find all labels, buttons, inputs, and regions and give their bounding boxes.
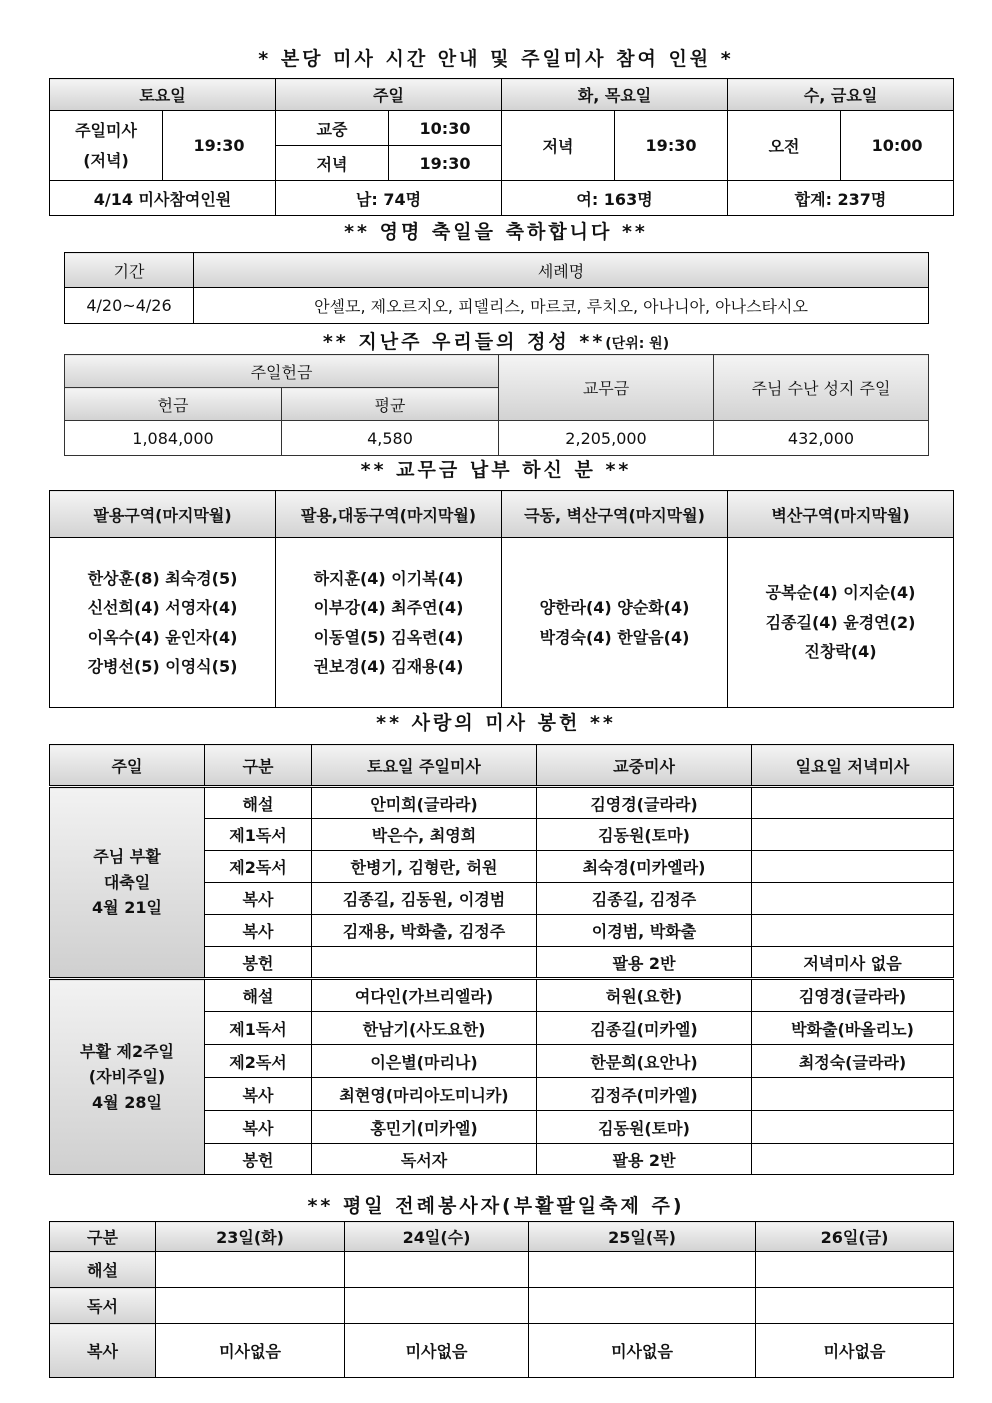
week2-role: 제1독서 (205, 1012, 312, 1045)
week2-day: 부활 제2주일 (자비주일) 4월 28일 (50, 979, 205, 1175)
weekday-header-role: 구분 (50, 1222, 156, 1252)
offering-sunday-header: 주일헌금 (65, 355, 499, 388)
dues-col-3: 양한라(4) 양순화(4) 박경숙(4) 한알음(4) (502, 538, 728, 708)
week2-cell (752, 1078, 954, 1111)
week2-cell: 최정숙(글라라) (752, 1045, 954, 1078)
week1-cell: 김종길, 김동원, 이경범 (312, 883, 537, 915)
love-title: ** 사랑의 미사 봉헌 ** (376, 712, 616, 734)
header-wed-fri: 수, 금요일 (728, 79, 954, 111)
week1-cell: 저녁미사 없음 (752, 947, 954, 979)
week1-cell: 한병기, 김형란, 허원 (312, 851, 537, 883)
love-header-main: 교중미사 (537, 745, 752, 787)
love-header-day: 주일 (50, 745, 205, 787)
offering-table (64, 354, 929, 456)
weekday-cell (345, 1252, 529, 1288)
week2-cell: 한문희(요안나) (537, 1045, 752, 1078)
weekday-cell (756, 1288, 954, 1324)
weekday-cell: 미사없음 (756, 1324, 954, 1378)
week2-role: 봉헌 (205, 1144, 312, 1175)
weekday-header-tue: 23일(화) (156, 1222, 345, 1252)
week2-cell (752, 1111, 954, 1144)
week2-cell: 김동원(토마) (537, 1111, 752, 1144)
weekday-header-thu: 25일(목) (529, 1222, 756, 1252)
dues-header-3: 극동, 벽산구역(마지막월) (502, 491, 728, 538)
week1-cell: 김재용, 박화출, 김정주 (312, 915, 537, 947)
feast-header-period: 기간 (65, 253, 194, 288)
weekday-cell (345, 1288, 529, 1324)
offering-cash-header: 헌금 (65, 388, 282, 421)
sunday-main-label: 교중 (276, 111, 389, 146)
week2-cell: 여다인(가브리엘라) (312, 979, 537, 1012)
attendance-total: 합계: 237명 (728, 181, 954, 216)
dues-col-2: 하지훈(4) 이기복(4) 이부강(4) 최주연(4) 이동열(5) 김옥련(4) 권보경(4) 김재용(4) (276, 538, 502, 708)
feast-period: 4/20~4/26 (65, 288, 194, 324)
week2-cell: 허원(요한) (537, 979, 752, 1012)
weekday-role: 해설 (50, 1252, 156, 1288)
week1-role: 복사 (205, 883, 312, 915)
sunday-main-time: 10:30 (389, 111, 502, 146)
week1-cell: 안미희(글라라) (312, 787, 537, 819)
week1-role: 제1독서 (205, 819, 312, 851)
saturday-mass-time: 19:30 (163, 111, 276, 181)
header-sunday: 주일 (276, 79, 502, 111)
feast-names: 안셀모, 제오르지오, 피델리스, 마르코, 루치오, 아나니아, 아나스타시오 (194, 288, 929, 324)
love-header-role: 구분 (205, 745, 312, 787)
week2-cell: 이은별(마리나) (312, 1045, 537, 1078)
week1-cell: 김동원(토마) (537, 819, 752, 851)
weekday-cell: 미사없음 (345, 1324, 529, 1378)
header-saturday: 토요일 (50, 79, 276, 111)
week1-cell (752, 915, 954, 947)
attendance-label: 4/14 미사참여인원 (50, 181, 276, 216)
offering-title: ** 지난주 우리들의 정성 **(단위: 원) (322, 331, 670, 353)
week2-cell: 박화출(바올리노) (752, 1012, 954, 1045)
dues-header-1: 팔용구역(마지막월) (50, 491, 276, 538)
week2-cell: 김정주(미카엘) (537, 1078, 752, 1111)
dues-col-1: 한상훈(8) 최숙경(5) 신선희(4) 서영자(4) 이옥수(4) 윤인자(4) 강병선(5) 이영식(5) (50, 538, 276, 708)
week2-cell: 독서자 (312, 1144, 537, 1175)
love-mass-table (49, 744, 954, 1175)
week1-cell: 팔용 2반 (537, 947, 752, 979)
week1-cell (752, 883, 954, 915)
saturday-mass-label: 주일미사 (저녁) (50, 111, 163, 181)
feast-table (64, 252, 929, 324)
wed-label: 오전 (728, 111, 841, 181)
attendance-female: 여: 163명 (502, 181, 728, 216)
dues-table (49, 490, 954, 708)
weekday-role: 복사 (50, 1324, 156, 1378)
week1-cell: 이경범, 박화출 (537, 915, 752, 947)
week2-role: 복사 (205, 1111, 312, 1144)
week2-cell (752, 1144, 954, 1175)
week2-role: 복사 (205, 1078, 312, 1111)
weekday-cell (156, 1288, 345, 1324)
week2-cell: 최현영(마리아도미니카) (312, 1078, 537, 1111)
sunday-evening-label: 저녁 (276, 146, 389, 181)
main-title: * 본당 미사 시간 안내 및 주일미사 참여 인원 * (258, 48, 734, 70)
weekday-cell (529, 1288, 756, 1324)
love-header-saturday: 토요일 주일미사 (312, 745, 537, 787)
week2-cell: 김종길(미카엘) (537, 1012, 752, 1045)
attendance-male: 남: 74명 (276, 181, 502, 216)
offering-avg: 4,580 (282, 421, 499, 456)
weekday-table (49, 1221, 954, 1378)
weekday-title: ** 평일 전례봉사자(부활팔일축제 주) (307, 1195, 685, 1217)
week2-cell: 홍민기(미카엘) (312, 1111, 537, 1144)
weekday-cell (529, 1252, 756, 1288)
week1-role: 봉헌 (205, 947, 312, 979)
week1-role: 제2독서 (205, 851, 312, 883)
weekday-header-wed: 24일(수) (345, 1222, 529, 1252)
love-header-evening: 일요일 저녁미사 (752, 745, 954, 787)
weekday-header-fri: 26일(금) (756, 1222, 954, 1252)
weekday-role: 독서 (50, 1288, 156, 1324)
offering-holy-header: 주님 수난 성지 주일 (714, 355, 929, 421)
week2-cell: 김영경(글라라) (752, 979, 954, 1012)
week2-role: 제2독서 (205, 1045, 312, 1078)
dues-col-4: 공복순(4) 이지순(4) 김종길(4) 윤경연(2) 진창락(4) (728, 538, 954, 708)
wed-time: 10:00 (841, 111, 954, 181)
feast-title: ** 영명 축일을 축하합니다 ** (344, 221, 648, 243)
week2-cell: 팔용 2반 (537, 1144, 752, 1175)
offering-avg-header: 평균 (282, 388, 499, 421)
week1-role: 복사 (205, 915, 312, 947)
offering-unit: (단위: 원) (605, 336, 670, 352)
week1-cell: 김영경(글라라) (537, 787, 752, 819)
dues-title: ** 교무금 납부 하신 분 ** (360, 459, 632, 481)
week2-cell: 한남기(사도요한) (312, 1012, 537, 1045)
header-tue-thu: 화, 목요일 (502, 79, 728, 111)
weekday-cell: 미사없음 (156, 1324, 345, 1378)
week1-cell: 김종길, 김정주 (537, 883, 752, 915)
week1-role: 해설 (205, 787, 312, 819)
week1-cell: 최숙경(미카엘라) (537, 851, 752, 883)
week1-cell (752, 851, 954, 883)
week1-day: 주님 부활 대축일 4월 21일 (50, 787, 205, 979)
week1-cell: 박은수, 최영희 (312, 819, 537, 851)
week2-role: 해설 (205, 979, 312, 1012)
week1-cell (752, 787, 954, 819)
week1-cell (752, 819, 954, 851)
offering-dues-header: 교무금 (499, 355, 714, 421)
tue-label: 저녁 (502, 111, 615, 181)
weekday-cell: 미사없음 (529, 1324, 756, 1378)
week1-cell (312, 947, 537, 979)
feast-header-names: 세례명 (194, 253, 929, 288)
weekday-cell (156, 1252, 345, 1288)
dues-header-4: 벽산구역(마지막월) (728, 491, 954, 538)
offering-cash: 1,084,000 (65, 421, 282, 456)
offering-holy: 432,000 (714, 421, 929, 456)
sunday-evening-time: 19:30 (389, 146, 502, 181)
tue-time: 19:30 (615, 111, 728, 181)
mass-time-table (49, 78, 954, 216)
offering-dues: 2,205,000 (499, 421, 714, 456)
weekday-cell (756, 1252, 954, 1288)
dues-header-2: 팔용,대동구역(마지막월) (276, 491, 502, 538)
